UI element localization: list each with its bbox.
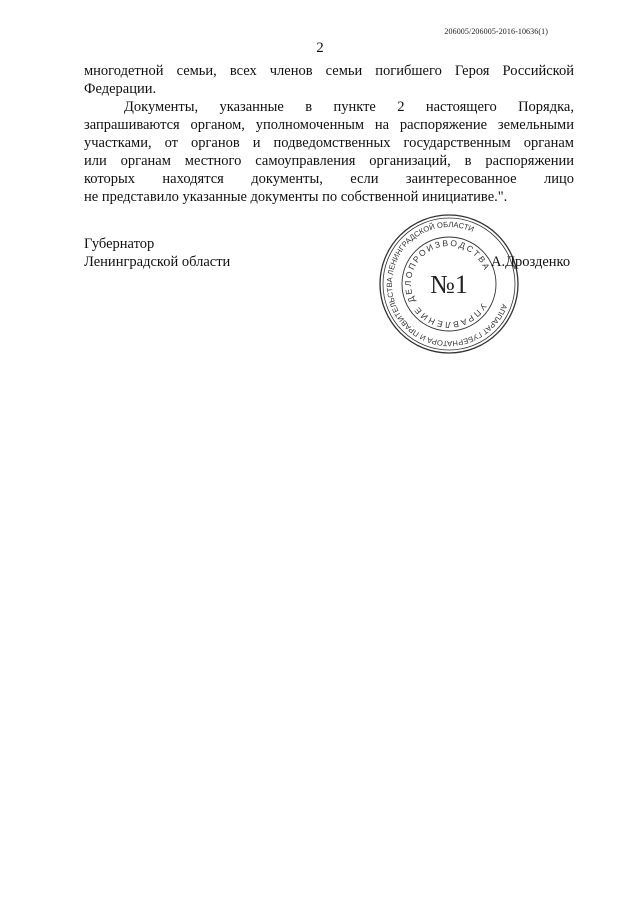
page-number: 2 xyxy=(316,40,324,56)
official-seal xyxy=(377,212,521,356)
paragraph-line: Документы, указанные в пункте 2 настоящего Порядка, xyxy=(124,99,574,115)
paragraph-line: которых находятся документы, если заинтересованное лицо xyxy=(84,171,574,187)
paragraph-line: участками, от органов и подведомственных государственным органам xyxy=(84,135,574,151)
document-id: 206005/206005-2016-10636(1) xyxy=(444,27,548,36)
seal-outer-text: АППАРАТ ГУБЕРНАТОРА И ПРАВИТЕЛЬСТВА ЛЕНИНГРАДСКОЙ ОБЛАСТИ xyxy=(384,219,510,349)
signatory-name: А.Дрозденко xyxy=(491,254,571,270)
document-body xyxy=(84,62,574,206)
signatory-title xyxy=(84,235,230,271)
paragraph-line: многодетной семьи, всех членов семьи погибшего Героя Российской xyxy=(84,63,574,79)
seal-number: №1 xyxy=(430,270,468,299)
signatory-position: Губернатор xyxy=(84,236,155,252)
paragraph-line: не представило указанные документы по собственной инициативе.". xyxy=(84,189,508,205)
signatory-region: Ленинградской области xyxy=(84,254,231,270)
paragraph-line: или органам местного самоуправления организаций, в распоряжении xyxy=(84,153,574,169)
seal-inner-text: УПРАВЛЕНИЕ ДЕЛОПРОИЗВОДСТВА xyxy=(402,237,493,331)
paragraph-line: Федерации. xyxy=(84,81,157,97)
paragraph-line: запрашиваются органом, уполномоченным на распоряжение земельными xyxy=(84,117,574,133)
